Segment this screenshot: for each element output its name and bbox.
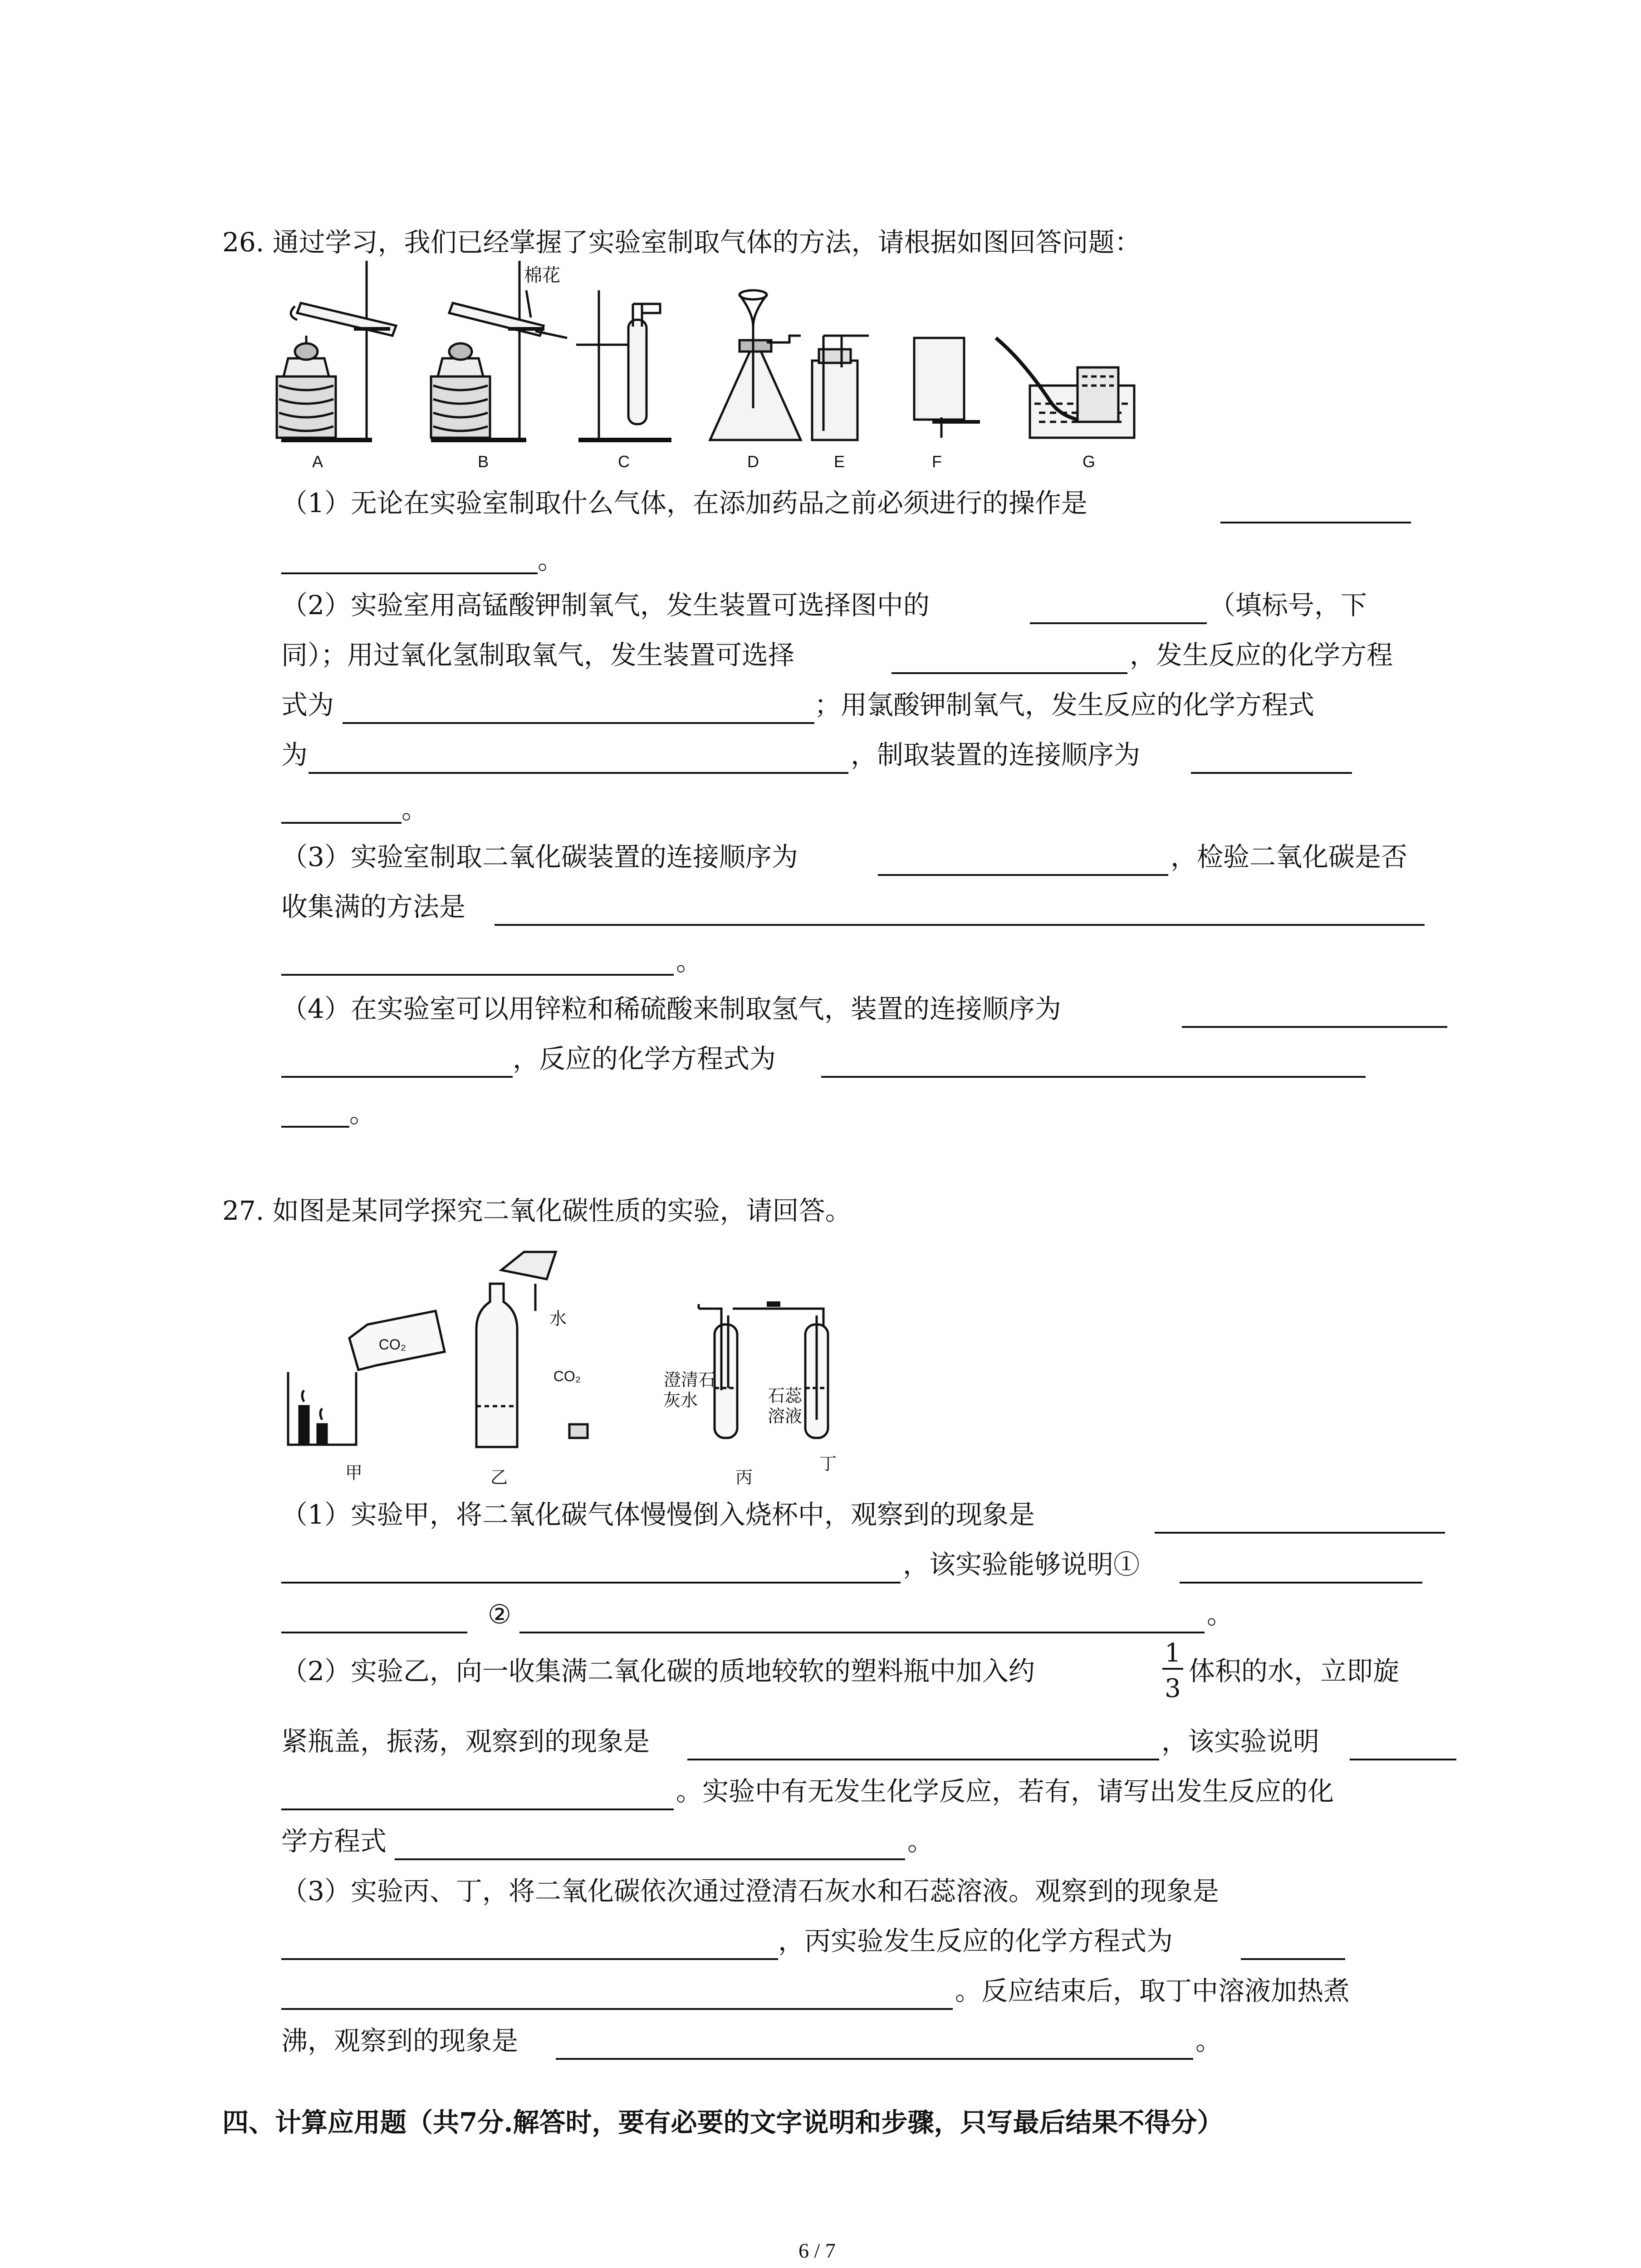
q27-part3-prompt-b: ，丙实验发生反应的化学方程式为 bbox=[778, 1926, 1173, 1956]
q26-part3-end: 。 bbox=[676, 946, 703, 977]
q27-part2-prompt-f: 学方程式 bbox=[281, 1826, 387, 1857]
q26-part1-answer-blank-b[interactable] bbox=[281, 572, 538, 574]
q27-part1-blank-2[interactable] bbox=[281, 1582, 901, 1584]
q27-part1-prompt-b: ，该实验能够说明① bbox=[903, 1549, 1140, 1580]
q26-part4-end: 。 bbox=[349, 1098, 376, 1129]
q26-label-e: E bbox=[833, 452, 845, 471]
q26-part1-answer-blank-a[interactable] bbox=[1220, 522, 1411, 523]
q26-part2-blank-2[interactable] bbox=[892, 672, 1127, 674]
q26-part2-blank-5[interactable] bbox=[1191, 772, 1352, 774]
q26-part4-blank-4[interactable] bbox=[281, 1126, 349, 1128]
q26-part2-prompt-f: ；用氯酸钾制氧气，发生反应的化学方程式 bbox=[814, 689, 1315, 720]
q27-label-bing: 丙 bbox=[735, 1468, 753, 1487]
q26-part4-blank-1[interactable] bbox=[1182, 1026, 1447, 1028]
q27-label-jia: 甲 bbox=[345, 1464, 363, 1483]
q27-label-lime2: 灰水 bbox=[663, 1391, 698, 1410]
q26-part2-prompt-g: 为 bbox=[281, 739, 308, 770]
q26-part3-prompt-a: （3）实验室制取二氧化碳装置的连接顺序为 bbox=[281, 841, 798, 872]
q27-part2-prompt-d: ，该实验说明 bbox=[1161, 1726, 1320, 1757]
q26-part2-prompt-h: ，制取装置的连接顺序为 bbox=[851, 739, 1141, 770]
q27-part1-blank-1[interactable] bbox=[1155, 1532, 1445, 1534]
q27-part2-blank-4[interactable] bbox=[395, 1858, 905, 1860]
q26-part3-blank-1[interactable] bbox=[878, 874, 1168, 876]
q27-part3-blank-1[interactable] bbox=[281, 1958, 778, 1960]
q26-label-cotton: 棉花 bbox=[524, 265, 560, 285]
q27-part1-end: 。 bbox=[1207, 1599, 1234, 1630]
q26-part3-blank-3[interactable] bbox=[281, 974, 674, 976]
q27-stem: 27. 如图是某同学探究二氧化碳性质的实验，请回答。 bbox=[222, 1195, 852, 1226]
q27-part3-blank-3[interactable] bbox=[281, 2008, 953, 2010]
q26-part4-blank-2[interactable] bbox=[281, 1076, 513, 1078]
q26-part4-prompt-a: （4）在实验室可以用锌粒和稀硫酸来制取氢气，装置的连接顺序为 bbox=[281, 993, 1061, 1024]
q27-part1-blank-3[interactable] bbox=[1180, 1582, 1422, 1584]
q26-part3-blank-2[interactable] bbox=[495, 924, 1425, 926]
q27-part3-prompt-a: （3）实验丙、丁，将二氧化碳依次通过澄清石灰水和石蕊溶液。观察到的现象是 bbox=[281, 1876, 1219, 1906]
q27-label-litmus1: 石蕊 bbox=[767, 1387, 803, 1406]
q26-label-g: G bbox=[1082, 452, 1096, 471]
q27-part1-prompt-a: （1）实验甲，将二氧化碳气体慢慢倒入烧杯中，观察到的现象是 bbox=[281, 1499, 1035, 1530]
q27-part2-end: 。 bbox=[907, 1826, 934, 1857]
q26-label-c: C bbox=[618, 452, 630, 471]
q26-part2-blank-4[interactable] bbox=[309, 772, 848, 774]
section-4-heading: 四、计算应用题（共7分.解答时，要有必要的文字说明和步骤，只写最后结果不得分） bbox=[222, 2107, 1224, 2138]
q27-label-yi: 乙 bbox=[490, 1468, 508, 1487]
q27-label-co2-yi: CO₂ bbox=[553, 1368, 581, 1384]
q26-part2-blank-6[interactable] bbox=[281, 822, 402, 824]
q27-label-lime1: 澄清石 bbox=[663, 1371, 716, 1390]
q26-stem: 26. 通过学习，我们已经掌握了实验室制取气体的方法，请根据如图回答问题： bbox=[222, 227, 1141, 258]
q26-part4-prompt-b: ，反应的化学方程式为 bbox=[513, 1043, 776, 1074]
q27-label-water: 水 bbox=[549, 1310, 567, 1329]
q27-label-co2-jia: CO₂ bbox=[378, 1336, 407, 1353]
q27-fraction-denominator: 3 bbox=[1165, 1674, 1181, 1703]
q27-part2-blank-3[interactable] bbox=[281, 1809, 674, 1810]
q26-part1-end: 。 bbox=[538, 544, 564, 575]
q27-label-litmus2: 溶液 bbox=[767, 1407, 803, 1426]
q26-part1-prompt: （1）无论在实验室制取什么气体，在添加药品之前必须进行的操作是 bbox=[281, 488, 1087, 518]
q26-part2-prompt-d: ，发生反应的化学方程 bbox=[1130, 640, 1393, 670]
q26-label-f: F bbox=[932, 452, 942, 471]
q27-fraction-numerator: 1 bbox=[1165, 1638, 1181, 1668]
q27-part1-prompt-c: ② bbox=[488, 1599, 511, 1630]
q26-part3-prompt-c: 收集满的方法是 bbox=[281, 891, 466, 922]
q27-part2-prompt-a: （2）实验乙，向一收集满二氧化碳的质地较软的塑料瓶中加入约 bbox=[281, 1656, 1035, 1686]
q26-part2-prompt-a: （2）实验室用高锰酸钾制氧气，发生装置可选择图中的 bbox=[281, 590, 930, 621]
q27-part2-prompt-c: 紧瓶盖，振荡，观察到的现象是 bbox=[281, 1726, 650, 1757]
q26-label-d: D bbox=[747, 452, 759, 471]
q27-label-ding: 丁 bbox=[819, 1455, 837, 1474]
q26-part2-end: 。 bbox=[402, 794, 428, 825]
q26-part2-prompt-e: 式为 bbox=[281, 689, 334, 720]
q27-part1-blank-4[interactable] bbox=[281, 1632, 467, 1633]
q27-part1-blank-5[interactable] bbox=[519, 1632, 1205, 1633]
q27-part2-prompt-e: 。实验中有无发生化学反应，若有，请写出发生反应的化 bbox=[676, 1776, 1334, 1807]
q26-label-a: A bbox=[312, 452, 323, 471]
q26-label-b: B bbox=[477, 452, 489, 471]
q26-part3-prompt-b: ，检验二氧化碳是否 bbox=[1171, 841, 1408, 872]
q27-fraction-bar bbox=[1162, 1668, 1183, 1670]
q27-part3-blank-4[interactable] bbox=[556, 2058, 1193, 2060]
q27-part2-blank-1[interactable] bbox=[687, 1759, 1159, 1760]
q27-part3-blank-2[interactable] bbox=[1241, 1958, 1345, 1960]
q26-part2-prompt-b: （填标号，下 bbox=[1209, 590, 1367, 621]
q26-part2-blank-3[interactable] bbox=[343, 722, 814, 724]
q27-part3-prompt-c: 。反应结束后，取丁中溶液加热煮 bbox=[955, 1975, 1350, 2006]
q26-part4-blank-3[interactable] bbox=[821, 1076, 1366, 1078]
page-number: 6 / 7 bbox=[798, 2239, 836, 2262]
q27-part2-blank-2[interactable] bbox=[1350, 1759, 1456, 1760]
q27-part3-end: 。 bbox=[1195, 2025, 1222, 2056]
q26-part2-blank-1[interactable] bbox=[1030, 622, 1207, 624]
q27-part2-prompt-b: 体积的水，立即旋 bbox=[1189, 1656, 1400, 1686]
q26-part2-prompt-c: 同）；用过氧化氢制取氧气，发生装置可选择 bbox=[281, 640, 795, 670]
q27-part3-prompt-d: 沸，观察到的现象是 bbox=[281, 2025, 519, 2056]
